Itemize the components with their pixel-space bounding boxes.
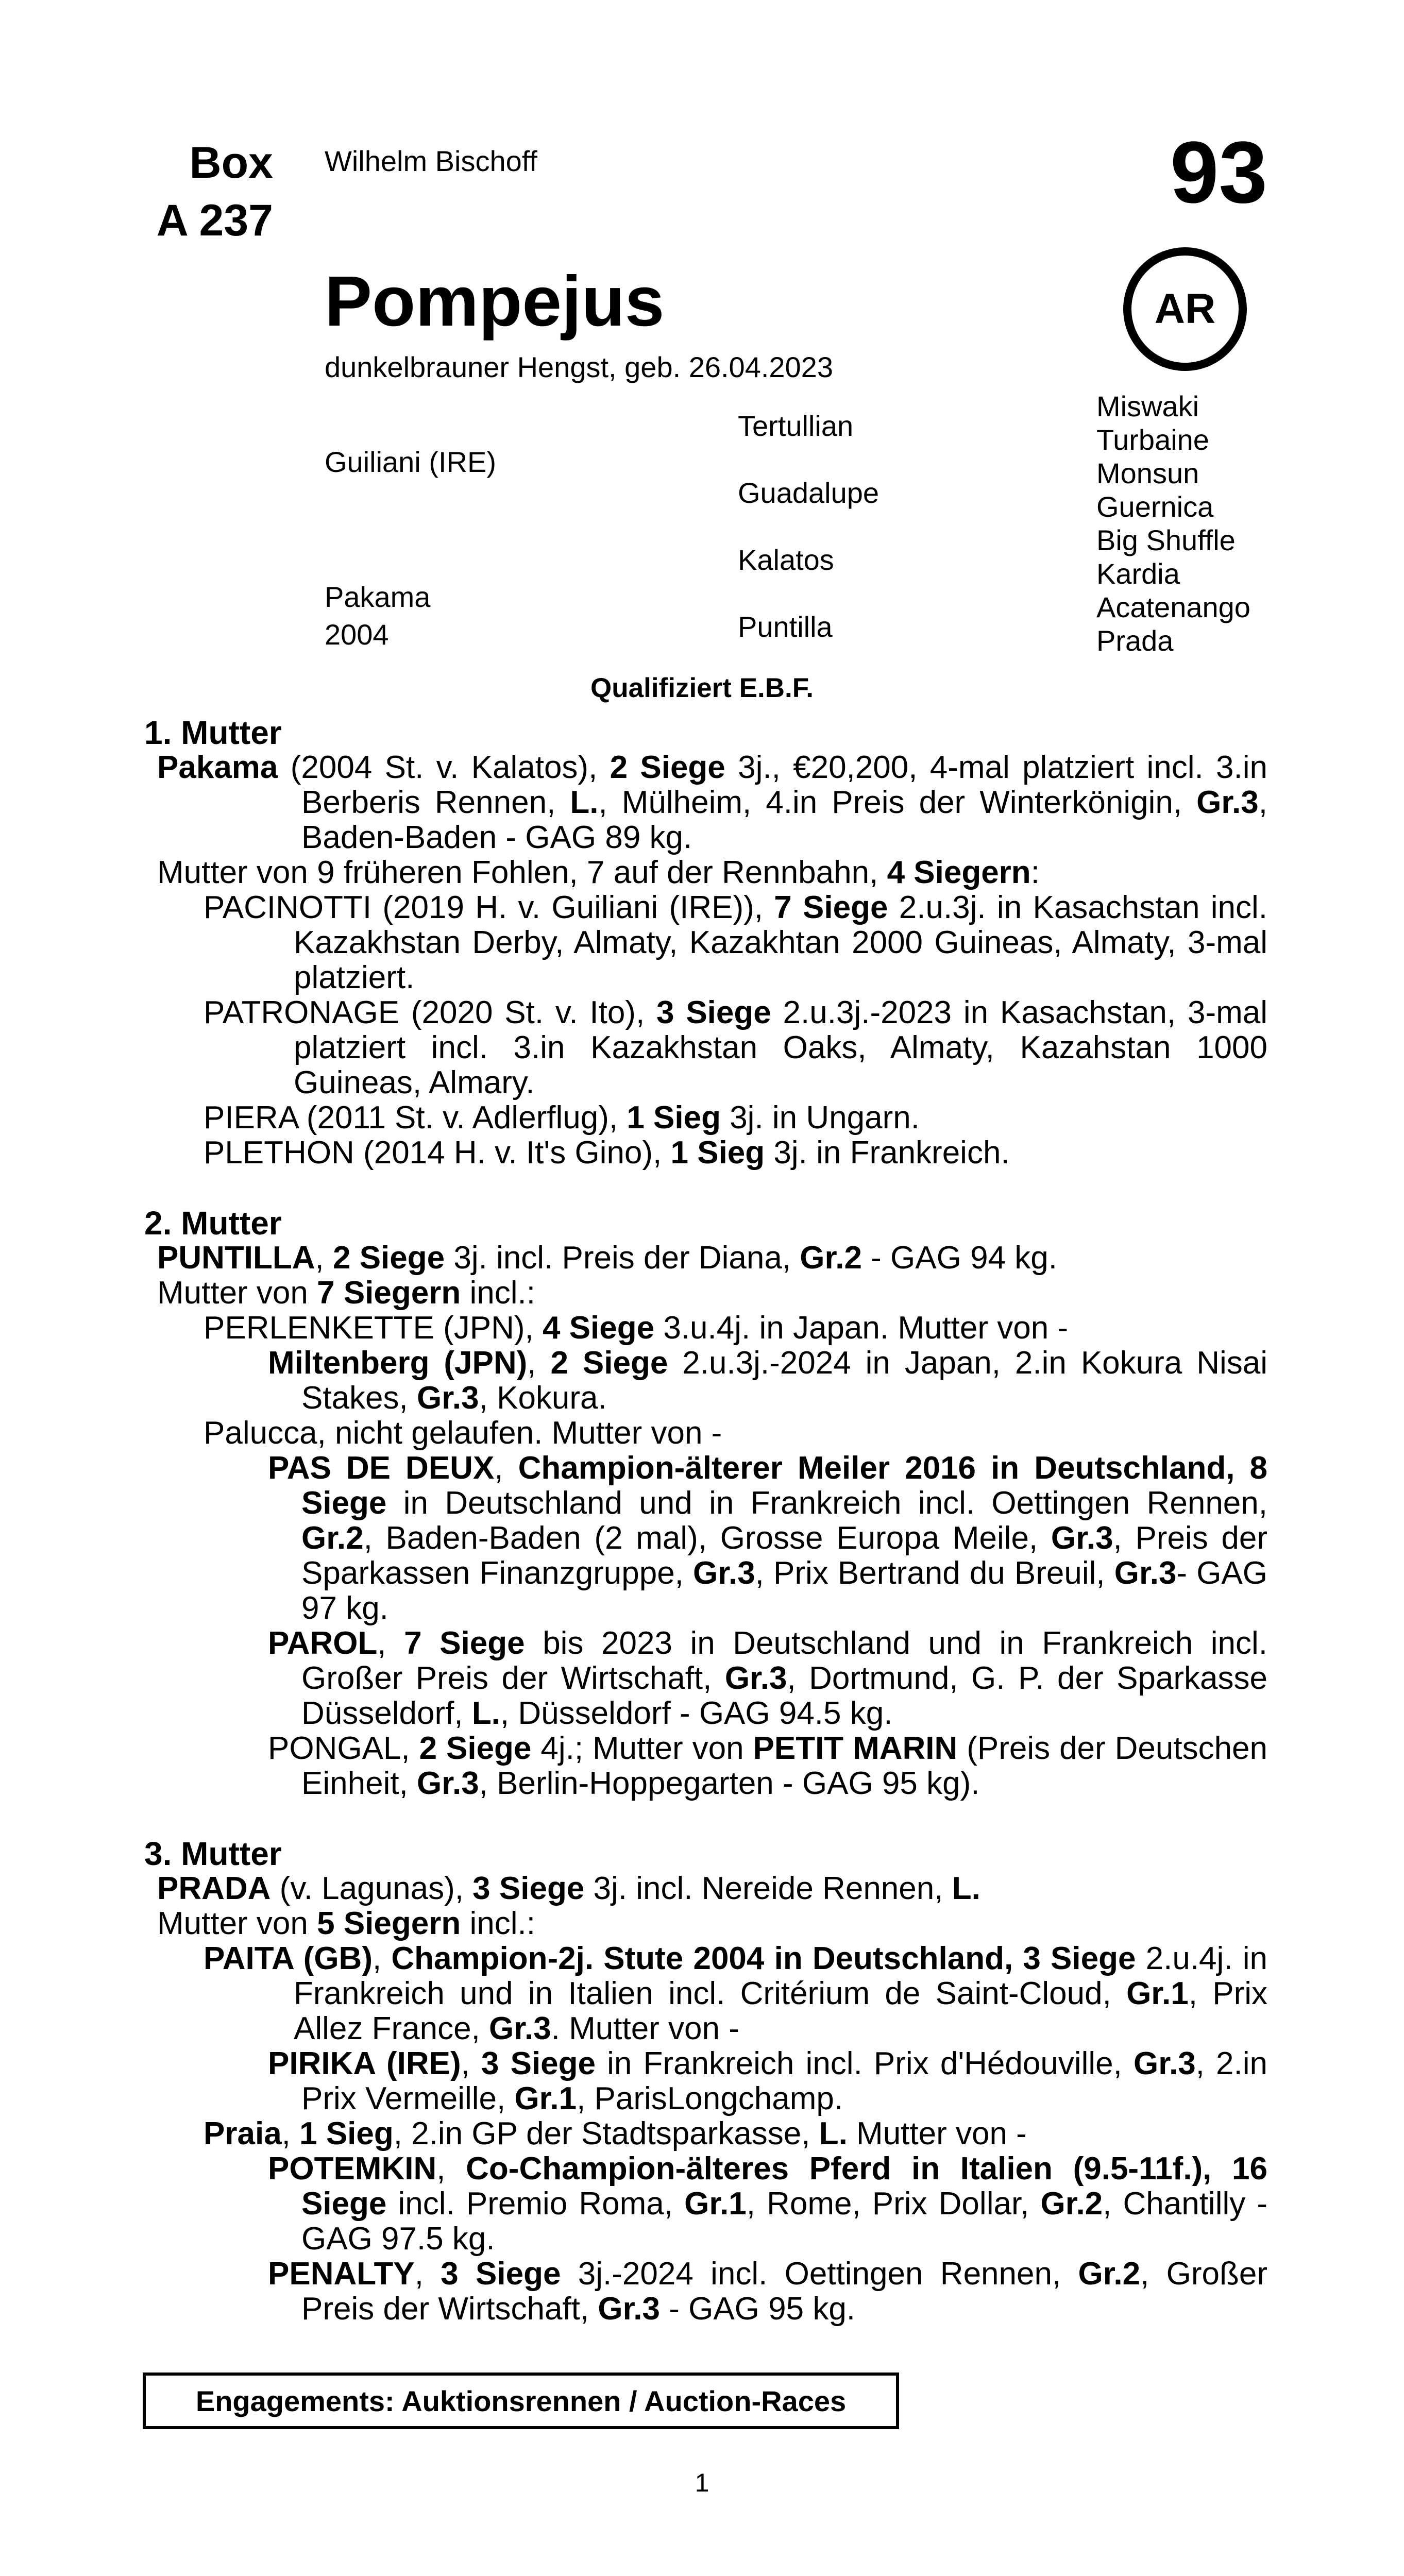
pedigree-great-grandparent: Big Shuffle [1096, 524, 1236, 556]
engagements-box: Engagements: Auktionsrennen / Auction-Races [143, 2372, 899, 2429]
pedigree-great-grandparent: Guernica [1096, 490, 1214, 523]
box-label: Box [189, 138, 273, 188]
pedigree-dam-year: 2004 [325, 618, 389, 651]
family-text [144, 715, 1267, 2327]
pedigree-grandparent: Puntilla [738, 611, 833, 643]
descendant-entry: POTEMKIN, Co-Champion-älteres Pferd in Italien (9.5-11f.), 16 Siege incl. Premio Roma, Gr.1, Rome, Prix Dollar, Gr.2, Chantilly - GAG 97.5 kg. [268, 2151, 1268, 2257]
pedigree-great-grandparent: Kardia [1096, 557, 1180, 590]
dam-produce-summary: Mutter von 5 Siegern incl.: [157, 1906, 535, 1941]
pedigree-great-grandparent: Turbaine [1096, 423, 1209, 456]
dam-entry: Pakama (2004 St. v. Kalatos), 2 Siege 3j., €20,200, 4-mal platziert incl. 3.in Berberis Rennen, L., Mülheim, 4.in Preis der Winterkönigin, Gr.3, Baden-Baden - GAG 89 kg. [157, 750, 1267, 855]
sibling-entry: PATRONAGE (2020 St. v. Ito), 3 Siege 2.u.3j.-2023 in Kasachstan, 3-mal platziert incl. 3.in Kazakhstan Oaks, Almaty, Kazahstan 1000 Guineas, Almary. [204, 995, 1267, 1100]
pedigree-grandparent: Guadalupe [738, 477, 879, 509]
pedigree-great-grandparent: Prada [1096, 624, 1174, 657]
dam-entry: PRADA (v. Lagunas), 3 Siege 3j. incl. Nereide Rennen, L. [157, 1871, 980, 1906]
pedigree-grandparent: Kalatos [738, 544, 834, 576]
breeder-name: Wilhelm Bischoff [325, 145, 537, 177]
sibling-entry: Praia, 1 Sieg, 2.in GP der Stadtsparkasse, L. Mutter von - [204, 2116, 1027, 2151]
descendant-entry: PAS DE DEUX, Champion-älterer Meiler 2016 in Deutschland, 8 Siege in Deutschland und in Frankreich incl. Oettingen Rennen, Gr.2, Baden-Baden (2 mal), Grosse Europa Meile, Gr.3, Preis der Sparkassen Finanzgruppe, Gr.3, Prix Bertrand du Breuil, Gr.3- GAG 97 kg. [268, 1450, 1268, 1626]
dam-entry: PUNTILLA, 2 Siege 3j. incl. Preis der Diana, Gr.2 - GAG 94 kg. [157, 1240, 1057, 1276]
ar-badge: AR [1123, 247, 1247, 371]
sibling-entry: PAITA (GB), Champion-2j. Stute 2004 in Deutschland, 3 Siege 2.u.4j. in Frankreich und in Italien incl. Critérium de Saint-Cloud, Gr.1, Prix Allez France, Gr.3. Mutter von - [204, 1941, 1267, 2046]
pedigree-dam: Pakama [325, 581, 431, 613]
section-heading-2nd-dam: 2. Mutter [144, 1205, 282, 1242]
lot-number: 93 [1170, 124, 1267, 222]
box-number: A 237 [156, 196, 273, 245]
sibling-entry: PACINOTTI (2019 H. v. Guiliani (IRE)), 7 Siege 2.u.3j. in Kasachstan incl. Kazakhstan Derby, Almaty, Kazakhtan 2000 Guineas, Almaty, 3-mal platziert. [204, 890, 1268, 995]
dam-produce-summary: Mutter von 9 früheren Fohlen, 7 auf der Rennbahn, 4 Siegern: [157, 855, 1040, 890]
sibling-entry: PLETHON (2014 H. v. It's Gino), 1 Sieg 3j. in Frankreich. [204, 1135, 1010, 1171]
descendant-entry: Miltenberg (JPN), 2 Siege 2.u.3j.-2024 in Japan, 2.in Kokura Nisai Stakes, Gr.3, Kokura. [268, 1345, 1268, 1416]
sibling-entry: PERLENKETTE (JPN), 4 Siege 3.u.4j. in Japan. Mutter von - [204, 1310, 1069, 1346]
box-label-block [139, 134, 273, 249]
descendant-entry: PENALTY, 3 Siege 3j.-2024 incl. Oettingen Rennen, Gr.2, Großer Preis der Wirtschaft, Gr.3 - GAG 95 kg. [268, 2256, 1267, 2327]
page-number: 1 [695, 2468, 709, 2497]
horse-name: Pompejus [325, 262, 665, 341]
descendant-entry: PAROL, 7 Siege bis 2023 in Deutschland und in Frankreich incl. Großer Preis der Wirtschaft, Gr.3, Dortmund, G. P. der Sparkasse Düsseldorf, L., Düsseldorf - GAG 94.5 kg. [268, 1625, 1267, 1731]
pedigree-great-grandparent: Monsun [1096, 457, 1199, 489]
pedigree-sire: Guiliani (IRE) [325, 446, 496, 478]
pedigree-great-grandparent: Miswaki [1096, 390, 1199, 422]
pedigree-grandparent: Tertullian [738, 410, 854, 442]
descendant-entry: PONGAL, 2 Siege 4j.; Mutter von PETIT MARIN (Preis der Deutschen Einheit, Gr.3, Berlin-Hoppegarten - GAG 95 kg). [268, 1731, 1268, 1801]
sibling-entry: Palucca, nicht gelaufen. Mutter von - [204, 1415, 722, 1451]
descendant-entry: PIRIKA (IRE), 3 Siege in Frankreich incl. Prix d'Hédouville, Gr.3, 2.in Prix Vermeille, Gr.1, ParisLongchamp. [268, 2046, 1267, 2116]
pedigree-great-grandparent: Acatenango [1096, 591, 1250, 623]
qualification-note: Qualifiziert E.B.F. [590, 673, 814, 703]
horse-description: dunkelbrauner Hengst, geb. 26.04.2023 [325, 351, 833, 383]
sibling-entry: PIERA (2011 St. v. Adlerflug), 1 Sieg 3j. in Ungarn. [204, 1100, 920, 1136]
dam-produce-summary: Mutter von 7 Siegern incl.: [157, 1275, 535, 1311]
section-heading-3rd-dam: 3. Mutter [144, 1835, 282, 1872]
section-heading-1st-dam: 1. Mutter [144, 714, 282, 751]
